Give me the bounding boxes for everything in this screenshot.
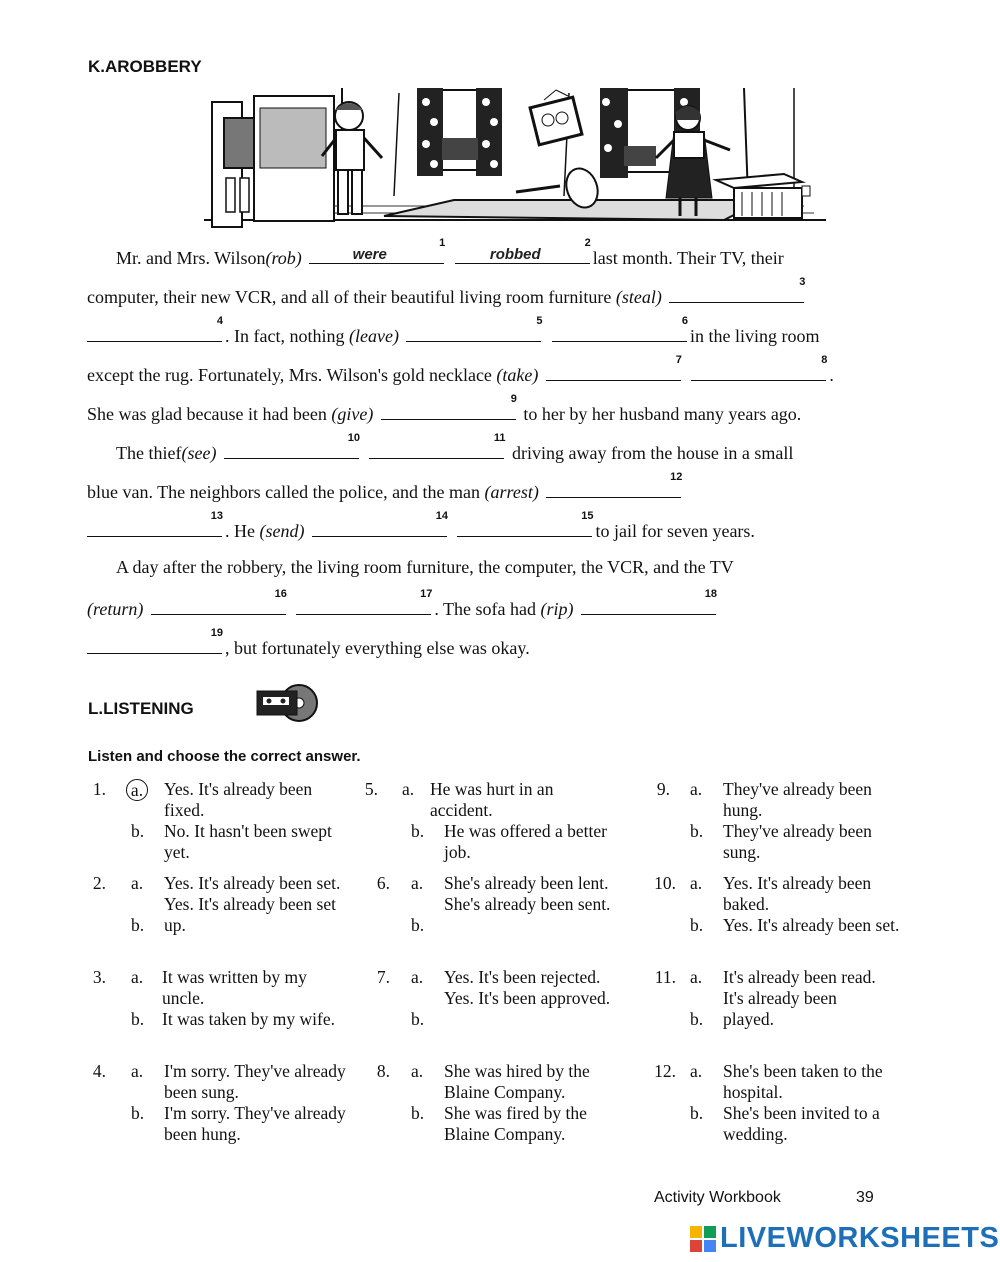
blank-18[interactable]: 18	[581, 596, 716, 615]
blank-11[interactable]: 11	[369, 440, 504, 459]
question-6: 6. a. She's already been lent. b. She's already been sent.	[376, 873, 611, 935]
blank-1[interactable]: were 1	[309, 245, 444, 264]
option-a-selected[interactable]: a.	[126, 779, 148, 801]
cassette-cd-icon[interactable]	[255, 683, 319, 723]
question-8: 8. a. She was hired by the Blaine Company. b. She was fired by the Blaine Company.	[376, 1061, 590, 1144]
paragraph-line-2: computer, their new VCR, and all of their beautiful living room furniture (steal) 3	[87, 276, 806, 307]
blank-2[interactable]: robbed 2	[455, 245, 590, 264]
blank-13[interactable]: 13	[87, 518, 222, 537]
answer-input-14[interactable]	[312, 518, 433, 536]
paragraph-line-9: A day after the robbery, the living room furniture, the computer, the VCR, and the TV	[116, 557, 734, 577]
answer-input-8[interactable]	[691, 362, 812, 380]
blank-14[interactable]: 14	[312, 518, 447, 537]
answer-input-17[interactable]	[296, 596, 417, 614]
answer-input-16[interactable]	[151, 596, 272, 614]
page-number: 39	[856, 1189, 874, 1206]
book-title: Activity Workbook	[654, 1189, 781, 1206]
answer-input-7[interactable]	[546, 362, 667, 380]
answer-input-1[interactable]	[309, 245, 430, 263]
robbery-scene-illustration	[204, 88, 826, 231]
answer-input-9[interactable]	[381, 401, 502, 419]
question-1: 1. a. Yes. It's already been fixed. b. No. It hasn't been swept yet.	[92, 779, 332, 862]
liveworksheets-logo-icon	[690, 1226, 716, 1252]
liveworksheets-logo[interactable]	[690, 1222, 999, 1255]
paragraph-line-7: blue van. The neighbors called the police, and the man (arrest) 12	[87, 471, 683, 502]
paragraph-line-5: She was glad because it had been (give) 9 to her by her husband many years ago.	[87, 393, 802, 424]
answer-input-15[interactable]	[457, 518, 578, 536]
question-9: 9. a. They've already been hung. b. They've already been sung.	[656, 779, 872, 862]
question-10: 10. a. Yes. It's already been baked. b. Yes. It's already been set.	[654, 873, 900, 935]
answer-input-12[interactable]	[546, 479, 667, 497]
blank-16[interactable]: 16	[151, 596, 286, 615]
blank-8[interactable]: 8	[691, 362, 826, 381]
paragraph-line-1: Mr. and Mrs. Wilson(rob) were 1 robbed 2 last month. Their TV, their	[116, 245, 784, 269]
paragraph-line-6: The thief(see) 10 11 driving away from the house in a small	[116, 432, 794, 463]
answer-input-4[interactable]	[87, 323, 208, 341]
paragraph-line-11: 19 , but fortunately everything else was okay.	[87, 635, 530, 659]
listening-instruction: Listen and choose the correct answer.	[88, 748, 361, 765]
answer-input-18[interactable]	[581, 596, 702, 614]
answer-input-5[interactable]	[406, 323, 527, 341]
question-7: 7. a. Yes. It's been rejected. b. Yes. It's been approved.	[376, 967, 611, 1029]
answer-input-6[interactable]	[552, 323, 673, 341]
blank-5[interactable]: 5	[406, 323, 541, 342]
answers-column-3	[656, 779, 916, 1155]
blank-7[interactable]: 7	[546, 362, 681, 381]
blank-12[interactable]: 12	[546, 479, 681, 498]
section-l-title: L.LISTENING	[88, 699, 194, 718]
paragraph-line-3: 4 . In fact, nothing (leave) 5 6 in the living room	[87, 323, 819, 347]
paragraph-line-8: 13 . He (send) 14 15 to jail for seven years.	[87, 518, 755, 542]
answer-input-19[interactable]	[87, 635, 208, 653]
section-k-title: K.AROBBERY	[88, 57, 202, 76]
answers-column-2	[364, 779, 626, 1155]
blank-15[interactable]: 15	[457, 518, 592, 537]
question-5: 5. a. He was hurt in an accident. b. He was offered a better job.	[364, 779, 607, 862]
blank-17[interactable]: 17	[296, 596, 431, 615]
answer-input-2[interactable]	[455, 245, 576, 263]
blank-3[interactable]: 3	[669, 284, 804, 303]
blank-10[interactable]: 10	[224, 440, 359, 459]
question-12: 12. a. She's been taken to the hospital. b. She's been invited to a wedding.	[654, 1061, 883, 1144]
paragraph-line-4: except the rug. Fortunately, Mrs. Wilson's gold necklace (take) 7 8 .	[87, 354, 834, 385]
answer-input-13[interactable]	[87, 518, 208, 536]
blank-6[interactable]: 6	[552, 323, 687, 342]
question-2: 2. a. Yes. It's already been set. b. Yes. It's already been set up.	[92, 873, 341, 935]
answer-input-10[interactable]	[224, 440, 345, 458]
blank-19[interactable]: 19	[87, 635, 222, 654]
question-3: 3. a. It was written by my uncle. b. It was taken by my wife.	[92, 967, 336, 1029]
question-4: 4. a. I'm sorry. They've already been sung. b. I'm sorry. They've already been hung.	[92, 1061, 346, 1144]
answers-column-1	[94, 779, 354, 1155]
question-11: 11. a. It's already been read. b. It's already been played.	[654, 967, 876, 1029]
liveworksheets-wordmark: LIVEWORKSHEETS	[720, 1222, 1000, 1254]
paragraph-line-10: (return) 16 17 . The sofa had (rip) 18	[87, 588, 717, 619]
blank-4[interactable]: 4	[87, 323, 222, 342]
blank-9[interactable]: 9	[381, 401, 516, 420]
answer-input-11[interactable]	[369, 440, 490, 458]
answer-input-3[interactable]	[669, 284, 790, 302]
